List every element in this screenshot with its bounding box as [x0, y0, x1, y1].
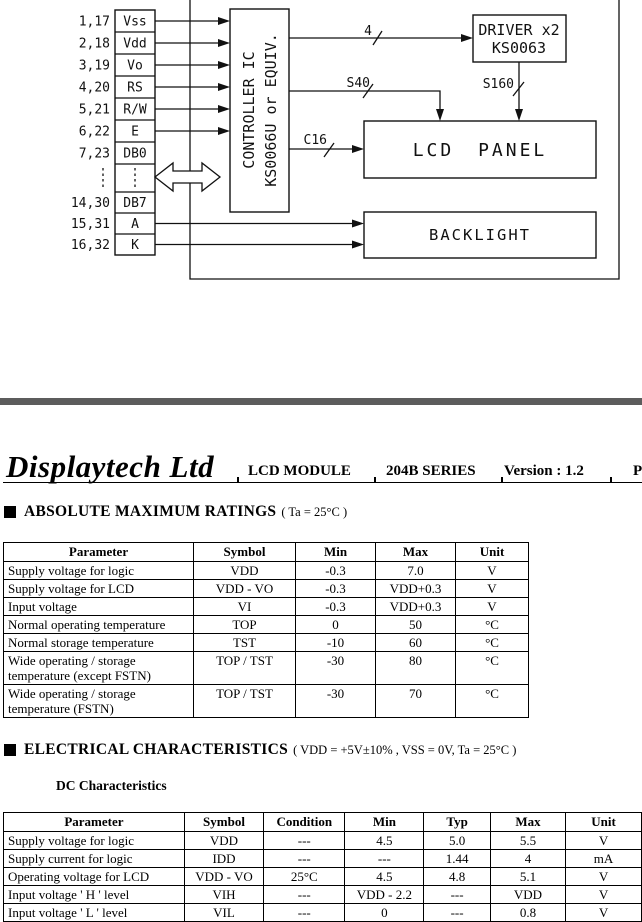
- svg-text:4,20: 4,20: [78, 80, 110, 96]
- table-cell: -30: [296, 685, 376, 718]
- table-cell: 0: [345, 904, 424, 922]
- table-cell: °C: [456, 616, 529, 634]
- data-bus-double-arrow: [155, 163, 220, 191]
- svg-text:3,19: 3,19: [78, 58, 110, 74]
- table-cell: Operating voltage for LCD: [4, 868, 185, 886]
- bus-s40: [289, 76, 444, 121]
- column-header: Max: [490, 813, 565, 832]
- table-cell: VDD: [490, 886, 565, 904]
- table-cell: ---: [264, 886, 345, 904]
- table-row: [4, 598, 529, 616]
- svg-text:15,31: 15,31: [70, 217, 110, 232]
- table-cell: Normal storage temperature: [4, 634, 194, 652]
- header-version-label: Version : 1.2: [504, 463, 584, 479]
- header-rule-tick: [237, 477, 239, 483]
- column-header: Min: [345, 813, 424, 832]
- section-divider-bar: [0, 398, 642, 405]
- abs-max-heading: [4, 503, 347, 521]
- bus-4: [289, 24, 473, 45]
- table-row: [4, 616, 529, 634]
- table-cell: 70: [376, 685, 456, 718]
- table-cell: TOP / TST: [194, 652, 296, 685]
- table-cell: 50: [376, 616, 456, 634]
- abs-max-condition: ( Ta = 25°C ): [281, 504, 348, 519]
- backlight-supply-lines: [155, 220, 364, 249]
- table-cell: VDD - VO: [194, 580, 296, 598]
- svg-text:C16: C16: [303, 133, 327, 148]
- table-cell: VDD+0.3: [376, 598, 456, 616]
- table-cell: 1.44: [424, 850, 491, 868]
- table-cell: VIH: [184, 886, 263, 904]
- table-cell: ---: [264, 850, 345, 868]
- table-cell: VI: [194, 598, 296, 616]
- svg-text:K: K: [131, 238, 139, 253]
- table-cell: 4.5: [345, 868, 424, 886]
- svg-text:7,23: 7,23: [78, 146, 110, 162]
- table-row: [4, 634, 529, 652]
- table-cell: TOP / TST: [194, 685, 296, 718]
- table-cell: Wide operating / storage temperature (FSTN): [4, 685, 194, 718]
- table-row: [4, 886, 642, 904]
- column-header: Max: [376, 543, 456, 562]
- header-page-label: P: [633, 463, 642, 479]
- table-cell: VDD: [194, 562, 296, 580]
- column-header: Symbol: [194, 543, 296, 562]
- table-cell: -0.3: [296, 580, 376, 598]
- table-cell: VDD+0.3: [376, 580, 456, 598]
- table-cell: Supply current for logic: [4, 850, 185, 868]
- table-cell: 60: [376, 634, 456, 652]
- table-row: [4, 904, 642, 922]
- table-cell: VDD: [184, 832, 263, 850]
- table-cell: 7.0: [376, 562, 456, 580]
- column-header: Typ: [424, 813, 491, 832]
- table-cell: 80: [376, 652, 456, 685]
- table-header-row: [4, 813, 642, 832]
- table-cell: VIL: [184, 904, 263, 922]
- table-cell: V: [566, 868, 642, 886]
- svg-text:5,21: 5,21: [78, 102, 110, 118]
- svg-text:DB0: DB0: [123, 146, 147, 162]
- table-row: [4, 652, 529, 685]
- electrical-title: ELECTRICAL CHARACTERISTICS: [24, 741, 289, 758]
- table-cell: ---: [424, 886, 491, 904]
- table-cell: 25°C: [264, 868, 345, 886]
- table-cell: 5.5: [490, 832, 565, 850]
- svg-text:4: 4: [364, 24, 372, 39]
- table-cell: 0.8: [490, 904, 565, 922]
- header-rule: [3, 482, 642, 483]
- header-module-label: LCD MODULE: [248, 463, 351, 479]
- table-cell: -0.3: [296, 598, 376, 616]
- column-header: Unit: [566, 813, 642, 832]
- table-cell: Input voltage ' H ' level: [4, 886, 185, 904]
- table-row: [4, 868, 642, 886]
- column-header: Unit: [456, 543, 529, 562]
- svg-text:R/W: R/W: [123, 102, 147, 118]
- table-row: [4, 685, 529, 718]
- table-cell: Supply voltage for LCD: [4, 580, 194, 598]
- svg-text:S40: S40: [346, 76, 370, 91]
- table-header-row: [4, 543, 529, 562]
- header-rule-tick: [374, 477, 376, 483]
- table-cell: ---: [264, 832, 345, 850]
- bullet-square-icon: [4, 506, 16, 518]
- table-cell: TOP: [194, 616, 296, 634]
- table-cell: Input voltage ' L ' level: [4, 904, 185, 922]
- svg-text:Vdd: Vdd: [123, 36, 147, 52]
- abs-max-table: [3, 542, 529, 718]
- column-header: Condition: [264, 813, 345, 832]
- table-cell: V: [566, 904, 642, 922]
- column-header: Parameter: [4, 813, 185, 832]
- table-cell: 4.5: [345, 832, 424, 850]
- table-cell: VDD - 2.2: [345, 886, 424, 904]
- svg-text:6,22: 6,22: [78, 124, 110, 140]
- svg-text:2,18: 2,18: [78, 36, 110, 52]
- table-cell: Wide operating / storage temperature (except FSTN): [4, 652, 194, 685]
- block-diagram: [0, 0, 642, 300]
- table-cell: °C: [456, 634, 529, 652]
- controller-ic-block: [230, 9, 289, 212]
- column-header: Parameter: [4, 543, 194, 562]
- driver-block: [473, 15, 566, 62]
- table-cell: -0.3: [296, 562, 376, 580]
- backlight-block: [364, 212, 596, 258]
- table-cell: V: [456, 562, 529, 580]
- table-cell: 5.0: [424, 832, 491, 850]
- table-cell: mA: [566, 850, 642, 868]
- table-cell: ---: [345, 850, 424, 868]
- table-cell: Supply voltage for logic: [4, 562, 194, 580]
- table-cell: 0: [296, 616, 376, 634]
- table-cell: VDD - VO: [184, 868, 263, 886]
- electrical-condition: ( VDD = +5V±10% , VSS = 0V, Ta = 25°C ): [293, 742, 517, 757]
- table-cell: V: [566, 832, 642, 850]
- pin-numbers: [71, 15, 110, 254]
- table-cell: ---: [424, 904, 491, 922]
- header-rule-tick: [610, 477, 612, 483]
- svg-text:Vss: Vss: [123, 14, 147, 30]
- header-series-label: 204B SERIES: [386, 463, 476, 479]
- svg-text:16,32: 16,32: [70, 238, 110, 253]
- svg-text:RS: RS: [127, 80, 143, 96]
- controller-name: CONTROLLER IC: [240, 51, 258, 169]
- electrical-heading: [4, 741, 516, 759]
- abs-max-title: ABSOLUTE MAXIMUM RATINGS: [24, 503, 277, 520]
- dc-characteristics-table: [3, 812, 642, 922]
- svg-text:14,30: 14,30: [70, 196, 110, 211]
- lcd-panel-label: LCD PANEL: [412, 140, 548, 161]
- table-cell: °C: [456, 652, 529, 685]
- table-cell: -30: [296, 652, 376, 685]
- bus-s160: [483, 62, 524, 121]
- driver-name: DRIVER x2: [478, 21, 560, 39]
- table-cell: 4.8: [424, 868, 491, 886]
- svg-text:Vo: Vo: [127, 58, 143, 74]
- table-cell: V: [456, 580, 529, 598]
- bus-c16: [289, 133, 364, 157]
- table-cell: Input voltage: [4, 598, 194, 616]
- bullet-square-icon: [4, 744, 16, 756]
- company-logo-text: Displaytech Ltd: [6, 449, 215, 484]
- svg-text:1,17: 1,17: [78, 14, 110, 30]
- svg-text:DB7: DB7: [123, 196, 147, 211]
- pin-signal-arrows: [155, 17, 230, 135]
- table-cell: 5.1: [490, 868, 565, 886]
- table-cell: IDD: [184, 850, 263, 868]
- dc-characteristics-subtitle: DC Characteristics: [56, 778, 167, 793]
- column-header: Min: [296, 543, 376, 562]
- svg-text:E: E: [131, 124, 139, 140]
- table-cell: °C: [456, 685, 529, 718]
- table-cell: -10: [296, 634, 376, 652]
- backlight-label: BACKLIGHT: [429, 226, 531, 244]
- table-cell: Supply voltage for logic: [4, 832, 185, 850]
- svg-text:A: A: [131, 217, 139, 232]
- table-row: [4, 562, 529, 580]
- driver-part-number: KS0063: [491, 39, 547, 57]
- svg-text:S160: S160: [482, 77, 514, 92]
- table-cell: TST: [194, 634, 296, 652]
- table-row: [4, 850, 642, 868]
- table-row: [4, 832, 642, 850]
- column-header: Symbol: [184, 813, 263, 832]
- table-cell: V: [456, 598, 529, 616]
- table-cell: ---: [264, 904, 345, 922]
- table-cell: 4: [490, 850, 565, 868]
- table-cell: Normal operating temperature: [4, 616, 194, 634]
- controller-part-number: KS0066U or EQUIV.: [262, 33, 280, 187]
- table-cell: V: [566, 886, 642, 904]
- header-rule-tick: [501, 477, 503, 483]
- lcd-panel-block: [364, 121, 596, 178]
- table-row: [4, 580, 529, 598]
